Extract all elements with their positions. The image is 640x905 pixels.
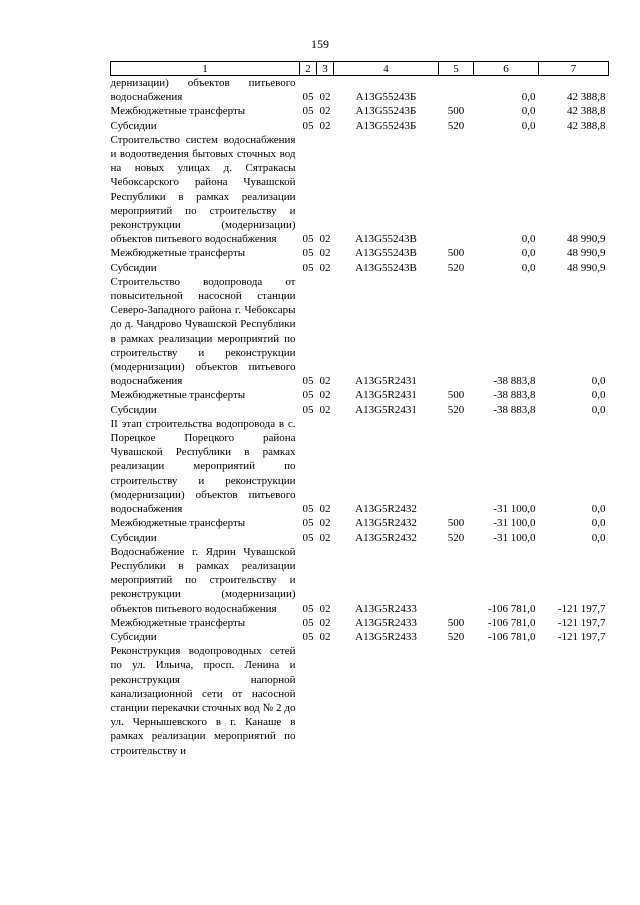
- row-name-cell: Реконструкция водопроводных сетей по ул. Ильича, просп. Ленина и реконструкция напорной канализационной сети от насосной станции перекачки сточных вод № 2 до ул. Чернышевского в г. Канаше в рамках реализации мероприятий по строительству и: [110, 645, 296, 757]
- column-header: 7: [539, 62, 609, 76]
- target-article-cell: А13G55243В: [355, 247, 417, 260]
- section-cell: 05: [302, 503, 314, 516]
- amount-col6-cell: -31 100,0: [493, 531, 536, 544]
- target-article-cell: А13G5R2433: [355, 602, 417, 615]
- row-name-cell: Межбюджетные трансферты: [110, 105, 246, 118]
- amount-col6-cell: 0,0: [521, 233, 536, 246]
- amount-col6-cell: -38 883,8: [493, 389, 536, 402]
- subsection-cell: 02: [319, 261, 331, 274]
- section-cell: 05: [302, 261, 314, 274]
- row-name-cell: Субсидии: [110, 630, 157, 643]
- section-cell: 05: [302, 531, 314, 544]
- row-name-cell: Водоснабжение г. Ядрин Чувашской Республики в рамках реализации мероприятий по строительству и реконструкции (модернизации) объектов питьевого водоснабжения: [110, 545, 296, 615]
- column-header: 6: [474, 62, 539, 76]
- amount-col6-cell: 0,0: [521, 247, 536, 260]
- amount-col7-cell: 0,0: [591, 375, 606, 388]
- subsection-cell: 02: [319, 389, 331, 402]
- target-article-cell: А13G55243Б: [355, 105, 417, 118]
- table-row: [111, 516, 609, 530]
- table-row: [111, 246, 609, 260]
- amount-col6-cell: 0,0: [521, 119, 536, 132]
- target-article-cell: А13G55243В: [355, 233, 417, 246]
- table-row: [111, 388, 609, 402]
- subsection-cell: 02: [319, 91, 331, 104]
- subsection-cell: 02: [319, 105, 331, 118]
- target-article-cell: А13G5R2433: [355, 630, 417, 643]
- target-article-cell: А13G5R2431: [355, 389, 417, 402]
- section-cell: 05: [302, 517, 314, 530]
- row-name-cell: Строительство водопровода от повысительной насосной станции Северо-Западного района г. Чебоксары до д. Чандрово Чувашской Республики в рамках реализации мероприятий по строительству и реконструкции (модернизации) объектов питьевого водоснабжения: [110, 275, 296, 388]
- subsection-cell: 02: [319, 517, 331, 530]
- subsection-cell: 02: [319, 247, 331, 260]
- amount-col6-cell: 0,0: [521, 261, 536, 274]
- column-header: 4: [334, 62, 439, 76]
- subsection-cell: 02: [319, 375, 331, 388]
- amount-col7-cell: 48 990,9: [567, 261, 606, 274]
- amount-col6-cell: -38 883,8: [493, 375, 536, 388]
- amount-col7-cell: 0,0: [591, 531, 606, 544]
- expense-type-cell: 520: [447, 261, 465, 274]
- table-row: [111, 531, 609, 545]
- section-cell: 05: [302, 616, 314, 629]
- table-row: [111, 616, 609, 630]
- table-body: [111, 76, 609, 758]
- subsection-cell: 02: [319, 503, 331, 516]
- expense-type-cell: [439, 133, 474, 247]
- target-article-cell: А13G5R2431: [355, 403, 417, 416]
- amount-col7-cell: 0,0: [591, 517, 606, 530]
- subsection-cell: [317, 644, 334, 758]
- row-name-cell: Субсидии: [110, 403, 157, 416]
- expense-type-cell: 520: [447, 119, 465, 132]
- subsection-cell: 02: [319, 403, 331, 416]
- row-name-cell: Субсидии: [110, 261, 157, 274]
- table-row: [111, 630, 609, 644]
- section-cell: 05: [302, 602, 314, 615]
- table-row: [111, 104, 609, 118]
- section-cell: 05: [302, 233, 314, 246]
- amount-col7-cell: 48 990,9: [567, 233, 606, 246]
- expense-type-cell: 500: [447, 517, 465, 530]
- target-article-cell: А13G5R2431: [355, 375, 417, 388]
- target-article-cell: А13G55243Б: [355, 119, 417, 132]
- expense-type-cell: 520: [447, 630, 465, 643]
- amount-col7-cell: 0,0: [591, 389, 606, 402]
- expense-type-cell: 520: [447, 531, 465, 544]
- section-cell: 05: [302, 630, 314, 643]
- amount-col6-cell: 0,0: [521, 105, 536, 118]
- amount-col7-cell: 42 388,8: [567, 91, 606, 104]
- section-cell: 05: [302, 403, 314, 416]
- table-row: [111, 403, 609, 417]
- page-number: 159: [311, 37, 329, 51]
- target-article-cell: А13G5R2432: [355, 531, 417, 544]
- expense-type-cell: 500: [447, 247, 465, 260]
- amount-col7-cell: 0,0: [591, 403, 606, 416]
- table-row: [111, 133, 609, 247]
- section-cell: 05: [302, 119, 314, 132]
- section-cell: [300, 644, 317, 758]
- amount-col6-cell: -106 781,0: [487, 602, 536, 615]
- column-header: 1: [111, 62, 300, 76]
- amount-col7-cell: 0,0: [591, 503, 606, 516]
- target-article-cell: А13G5R2432: [355, 517, 417, 530]
- amount-col7-cell: 42 388,8: [567, 105, 606, 118]
- target-article-cell: [334, 644, 439, 758]
- section-cell: 05: [302, 105, 314, 118]
- amount-col6-cell: [474, 644, 539, 758]
- table-row: [111, 119, 609, 133]
- expense-type-cell: [439, 644, 474, 758]
- expense-type-cell: 500: [447, 616, 465, 629]
- target-article-cell: А13G55243В: [355, 261, 417, 274]
- subsection-cell: 02: [319, 616, 331, 629]
- amount-col7-cell: -121 197,7: [557, 630, 606, 643]
- section-cell: 05: [302, 91, 314, 104]
- row-name-cell: Строительство систем водоснабжения и водоотведения бытовых сточных вод на новых улицах д. Сятракасы Чебоксарского района Чувашской Республики в рамках реализации мероприятий по строительству и реконструкции (модернизации) объектов питьевого водоснабжения: [110, 133, 296, 246]
- section-cell: 05: [302, 247, 314, 260]
- subsection-cell: 02: [319, 233, 331, 246]
- row-name-cell: Субсидии: [110, 531, 157, 544]
- table-header-row: [111, 62, 609, 76]
- amount-col6-cell: -31 100,0: [493, 503, 536, 516]
- amount-col7-cell: -121 197,7: [557, 602, 606, 615]
- subsection-cell: 02: [319, 119, 331, 132]
- table-row: [111, 261, 609, 275]
- amount-col7-cell: [539, 644, 609, 758]
- amount-col6-cell: 0,0: [521, 91, 536, 104]
- table-row: [111, 275, 609, 389]
- section-cell: 05: [302, 375, 314, 388]
- row-name-cell: Межбюджетные трансферты: [110, 389, 246, 402]
- amount-col7-cell: 42 388,8: [567, 119, 606, 132]
- column-header: 3: [317, 62, 334, 76]
- expense-type-cell: [439, 545, 474, 616]
- table-row: [111, 545, 609, 616]
- expense-type-cell: 500: [447, 389, 465, 402]
- target-article-cell: А13G5R2433: [355, 616, 417, 629]
- amount-col6-cell: -31 100,0: [493, 517, 536, 530]
- table-row: [111, 76, 609, 105]
- section-cell: 05: [302, 389, 314, 402]
- subsection-cell: 02: [319, 630, 331, 643]
- amount-col6-cell: -106 781,0: [487, 630, 536, 643]
- row-name-cell: Межбюджетные трансферты: [110, 616, 246, 629]
- row-name-cell: II этап строительства водопровода в с. Порецкое Порецкого района Чувашской Республики в рамках реализации мероприятий по строительству и реконструкции (модернизации) объектов питьевого водоснабжения: [110, 417, 296, 516]
- target-article-cell: А13G5R2432: [355, 503, 417, 516]
- table-row: [111, 417, 609, 516]
- amount-col6-cell: -106 781,0: [487, 616, 536, 629]
- expense-type-cell: [439, 76, 474, 105]
- row-name-cell: дернизации) объектов питьевого водоснабжения: [110, 77, 296, 104]
- row-name-cell: Межбюджетные трансферты: [110, 247, 246, 260]
- amount-col6-cell: -38 883,8: [493, 403, 536, 416]
- expense-type-cell: [439, 275, 474, 389]
- column-header: 5: [439, 62, 474, 76]
- expense-type-cell: 520: [447, 403, 465, 416]
- column-header: 2: [300, 62, 317, 76]
- table-row: [111, 644, 609, 758]
- target-article-cell: А13G55243Б: [355, 91, 417, 104]
- row-name-cell: Субсидии: [110, 119, 157, 132]
- amount-col7-cell: -121 197,7: [557, 616, 606, 629]
- budget-table: [110, 61, 609, 758]
- row-name-cell: Межбюджетные трансферты: [110, 517, 246, 530]
- expense-type-cell: [439, 417, 474, 516]
- subsection-cell: 02: [319, 602, 331, 615]
- expense-type-cell: 500: [447, 105, 465, 118]
- subsection-cell: 02: [319, 531, 331, 544]
- amount-col7-cell: 48 990,9: [567, 247, 606, 260]
